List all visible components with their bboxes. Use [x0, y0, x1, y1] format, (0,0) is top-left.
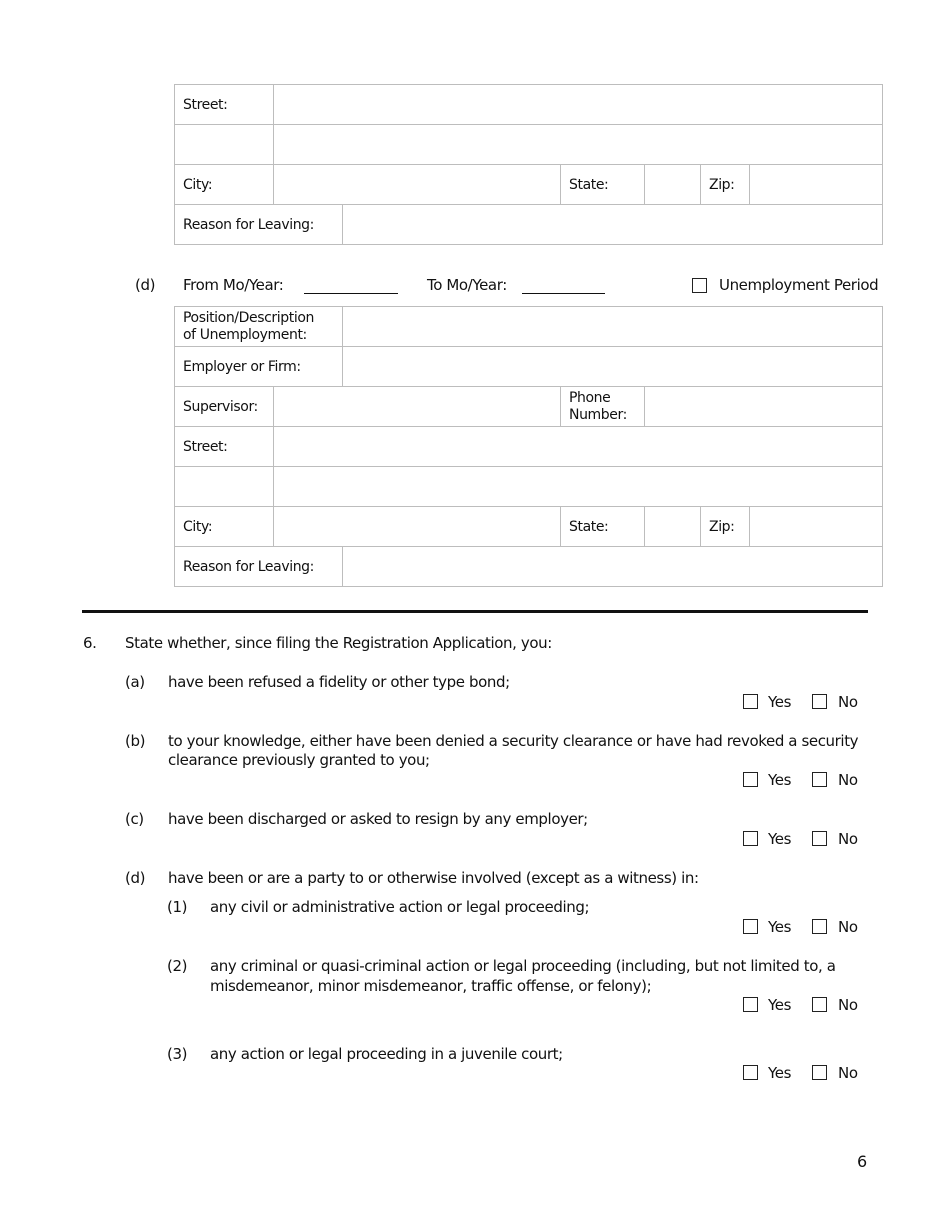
page-number: 6: [857, 1152, 868, 1171]
section-divider: [82, 610, 868, 613]
question-6-intro: State whether, since filing the Registration Application, you:: [125, 634, 552, 652]
street-label-blank: [175, 125, 274, 165]
yes-label: Yes: [768, 918, 792, 936]
no-label: No: [838, 771, 858, 789]
supervisor-field[interactable]: [274, 387, 561, 427]
question-6d1-marker: (1): [167, 898, 188, 916]
reason-label: Reason for Leaving:: [175, 205, 343, 245]
state-field[interactable]: [645, 165, 701, 205]
no-checkbox[interactable]: [812, 694, 827, 709]
position-field[interactable]: [343, 307, 883, 347]
unemployment-period-checkbox[interactable]: [692, 278, 707, 293]
no-checkbox[interactable]: [812, 919, 827, 934]
question-6a-marker: (a): [125, 673, 145, 691]
zip-label: Zip:: [701, 507, 750, 547]
phone-label-line1: Phone: [569, 389, 611, 406]
question-6d3-marker: (3): [167, 1045, 188, 1063]
question-6b-text-line1: to your knowledge, either have been denied a security clearance or have had revoked a security: [168, 732, 859, 750]
employment-d-marker: (d): [135, 276, 156, 294]
street-label: Street:: [175, 427, 274, 467]
from-date-label: From Mo/Year:: [183, 276, 284, 294]
phone-field[interactable]: [645, 387, 883, 427]
no-label: No: [838, 693, 858, 711]
employer-field[interactable]: [343, 347, 883, 387]
position-label-line2: of Unemployment:: [183, 326, 307, 343]
yes-checkbox[interactable]: [743, 772, 758, 787]
zip-field[interactable]: [750, 507, 883, 547]
no-label: No: [838, 830, 858, 848]
employer-label: Employer or Firm:: [175, 347, 343, 387]
city-label: City:: [175, 507, 274, 547]
yes-label: Yes: [768, 1064, 792, 1082]
street-label-blank: [175, 467, 274, 507]
question-6d2-text-line2: misdemeanor, minor misdemeanor, traffic offense, or felony);: [210, 977, 652, 995]
question-6d-text: have been or are a party to or otherwise involved (except as a witness) in:: [168, 869, 699, 887]
city-field[interactable]: [274, 507, 561, 547]
question-6b-text-line2: clearance previously granted to you;: [168, 751, 430, 769]
city-label: City:: [175, 165, 274, 205]
question-6d3-text: any action or legal proceeding in a juvenile court;: [210, 1045, 563, 1063]
no-checkbox[interactable]: [812, 831, 827, 846]
position-label-line1: Position/Description: [183, 309, 314, 326]
yes-label: Yes: [768, 830, 792, 848]
city-field[interactable]: [274, 165, 561, 205]
street-field-line2[interactable]: [274, 467, 883, 507]
question-6d2-marker: (2): [167, 957, 188, 975]
zip-field[interactable]: [750, 165, 883, 205]
question-6d1-text: any civil or administrative action or legal proceeding;: [210, 898, 590, 916]
street-field-line2[interactable]: [274, 125, 883, 165]
employment-d-table: [174, 306, 883, 587]
question-6a-text: have been refused a fidelity or other type bond;: [168, 673, 510, 691]
question-6d-marker: (d): [125, 869, 146, 887]
unemployment-period-label: Unemployment Period: [719, 276, 879, 294]
street-label: Street:: [175, 85, 274, 125]
from-date-field[interactable]: [304, 293, 398, 294]
question-6d2-text-line1: any criminal or quasi-criminal action or legal proceeding (including, but not limited to, a: [210, 957, 836, 975]
yes-label: Yes: [768, 693, 792, 711]
question-6c-text: have been discharged or asked to resign by any employer;: [168, 810, 588, 828]
to-date-field[interactable]: [522, 293, 605, 294]
state-field[interactable]: [645, 507, 701, 547]
yes-label: Yes: [768, 771, 792, 789]
question-6-number: 6.: [83, 634, 97, 652]
yes-label: Yes: [768, 996, 792, 1014]
zip-label: Zip:: [701, 165, 750, 205]
state-label: State:: [561, 507, 645, 547]
position-label: [175, 307, 343, 347]
employment-c-address-table: [174, 84, 883, 245]
no-label: No: [838, 1064, 858, 1082]
no-checkbox[interactable]: [812, 997, 827, 1012]
yes-checkbox[interactable]: [743, 997, 758, 1012]
question-6c-marker: (c): [125, 810, 144, 828]
supervisor-label: Supervisor:: [175, 387, 274, 427]
yes-checkbox[interactable]: [743, 919, 758, 934]
reason-field[interactable]: [343, 547, 883, 587]
to-date-label: To Mo/Year:: [427, 276, 507, 294]
street-field[interactable]: [274, 427, 883, 467]
question-6b-marker: (b): [125, 732, 146, 750]
phone-label-line2: Number:: [569, 406, 627, 423]
yes-checkbox[interactable]: [743, 831, 758, 846]
no-checkbox[interactable]: [812, 1065, 827, 1080]
reason-label: Reason for Leaving:: [175, 547, 343, 587]
street-field[interactable]: [274, 85, 883, 125]
no-checkbox[interactable]: [812, 772, 827, 787]
phone-label: [561, 387, 645, 427]
yes-checkbox[interactable]: [743, 694, 758, 709]
yes-checkbox[interactable]: [743, 1065, 758, 1080]
no-label: No: [838, 996, 858, 1014]
reason-field[interactable]: [343, 205, 883, 245]
state-label: State:: [561, 165, 645, 205]
no-label: No: [838, 918, 858, 936]
